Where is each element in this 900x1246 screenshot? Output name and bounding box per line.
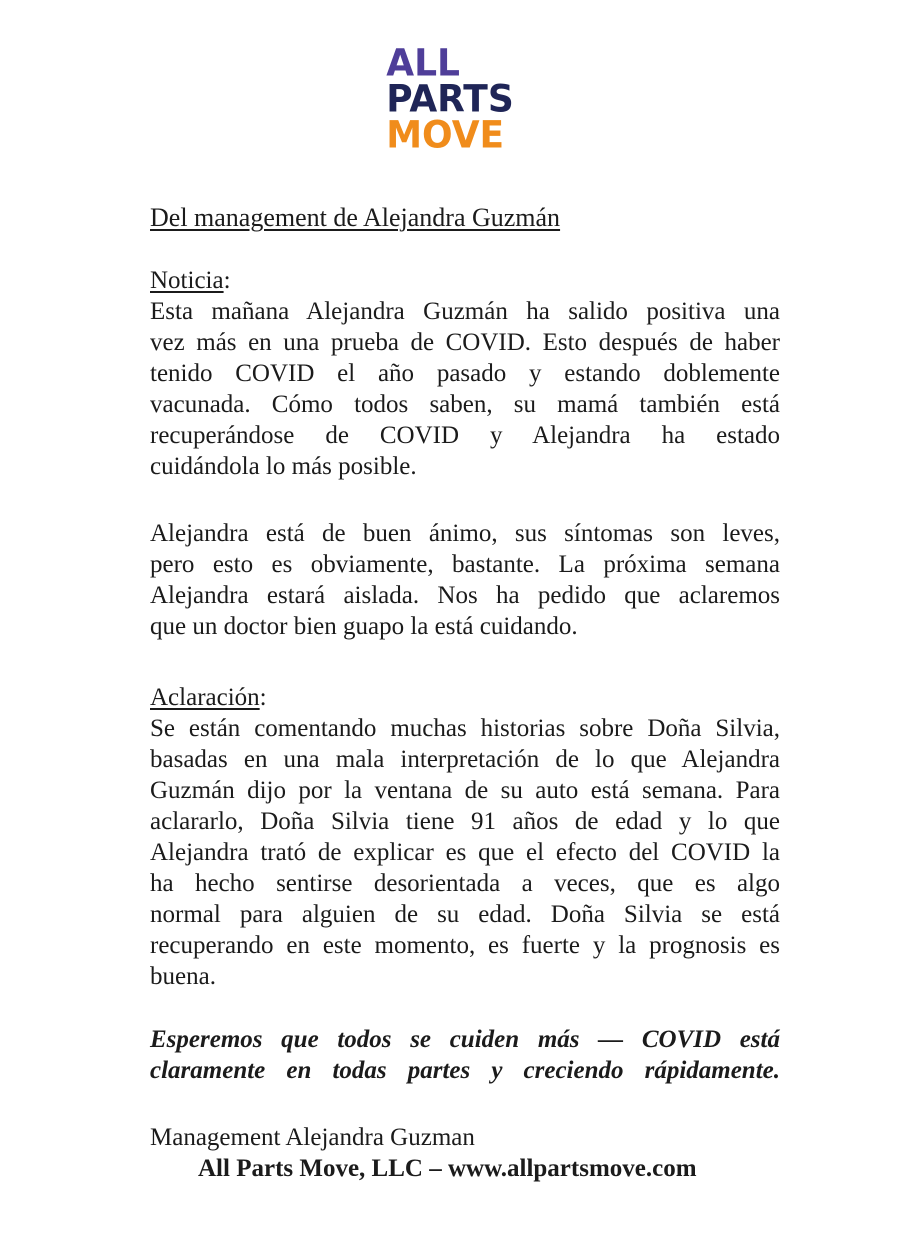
text-line: ha hecho sentirse desorientada a veces, que es algo xyxy=(150,870,780,897)
document-page xyxy=(0,42,900,1246)
all-parts-move-logo xyxy=(386,42,514,157)
text-line: Esperemos que todos se cuiden más — COVID está xyxy=(150,1026,780,1053)
paragraph-aclaracion-1 xyxy=(150,713,780,992)
text-line: cuidándola lo más posible. xyxy=(150,453,417,480)
signature-management: Management Alejandra Guzman xyxy=(150,1124,475,1151)
aclaracion-heading-colon: : xyxy=(259,684,267,711)
signature-company-url: All Parts Move, LLC – www.allpartsmove.com xyxy=(198,1155,697,1182)
text-line: recuperando en este momento, es fuerte y la prognosis es xyxy=(150,932,780,959)
noticia-heading-colon: : xyxy=(223,267,231,294)
text-line: aclararlo, Doña Silvia tiene 91 años de edad y lo que xyxy=(150,808,780,835)
paragraph-noticia-2 xyxy=(150,518,780,642)
text-line: Alejandra está de buen ánimo, sus síntomas son leves, xyxy=(150,520,780,547)
logo-word-all: ALL xyxy=(386,42,460,85)
text-line: Esta mañana Alejandra Guzmán ha salido positiva una xyxy=(150,298,780,325)
text-line: Guzmán dijo por la ventana de su auto está semana. Para xyxy=(150,777,780,804)
noticia-heading-text: Noticia xyxy=(150,267,224,294)
text-line: vez más en una prueba de COVID. Esto después de haber xyxy=(150,329,780,356)
text-line: normal para alguien de su edad. Doña Silvia se está xyxy=(150,901,780,928)
logo-word-parts: PARTS xyxy=(386,78,514,121)
section-heading-noticia xyxy=(150,265,780,296)
text-line: Alejandra trató de explicar es que el efecto del COVID la xyxy=(150,839,780,866)
text-line: que un doctor bien guapo la está cuidando. xyxy=(150,613,578,640)
paragraph-noticia-1 xyxy=(150,296,780,482)
aclaracion-heading-text: Aclaración xyxy=(150,684,260,711)
section-heading-aclaracion xyxy=(150,682,780,713)
text-line: Se están comentando muchas historias sobre Doña Silvia, xyxy=(150,715,780,742)
text-line: tenido COVID el año pasado y estando doblemente xyxy=(150,360,780,387)
letter-body xyxy=(150,202,780,1184)
text-line: pero esto es obviamente, bastante. La próxima semana xyxy=(150,551,780,578)
document-screenshot xyxy=(0,42,900,1246)
text-line: buena. xyxy=(150,963,216,990)
text-line: Alejandra estará aislada. Nos ha pedido que aclaremos xyxy=(150,582,780,609)
text-line: basadas en una mala interpretación de lo que Alejandra xyxy=(150,746,780,773)
text-line: recuperándose de COVID y Alejandra ha estado xyxy=(150,422,780,449)
emphasis-statement xyxy=(150,1024,780,1086)
logo-word-move: MOVE xyxy=(386,114,505,157)
text-line: claramente en todas partes y creciendo rápidamente. xyxy=(150,1057,780,1084)
text-line: vacunada. Cómo todos saben, su mamá también está xyxy=(150,391,780,418)
document-title: Del management de Alejandra Guzmán xyxy=(150,203,561,232)
